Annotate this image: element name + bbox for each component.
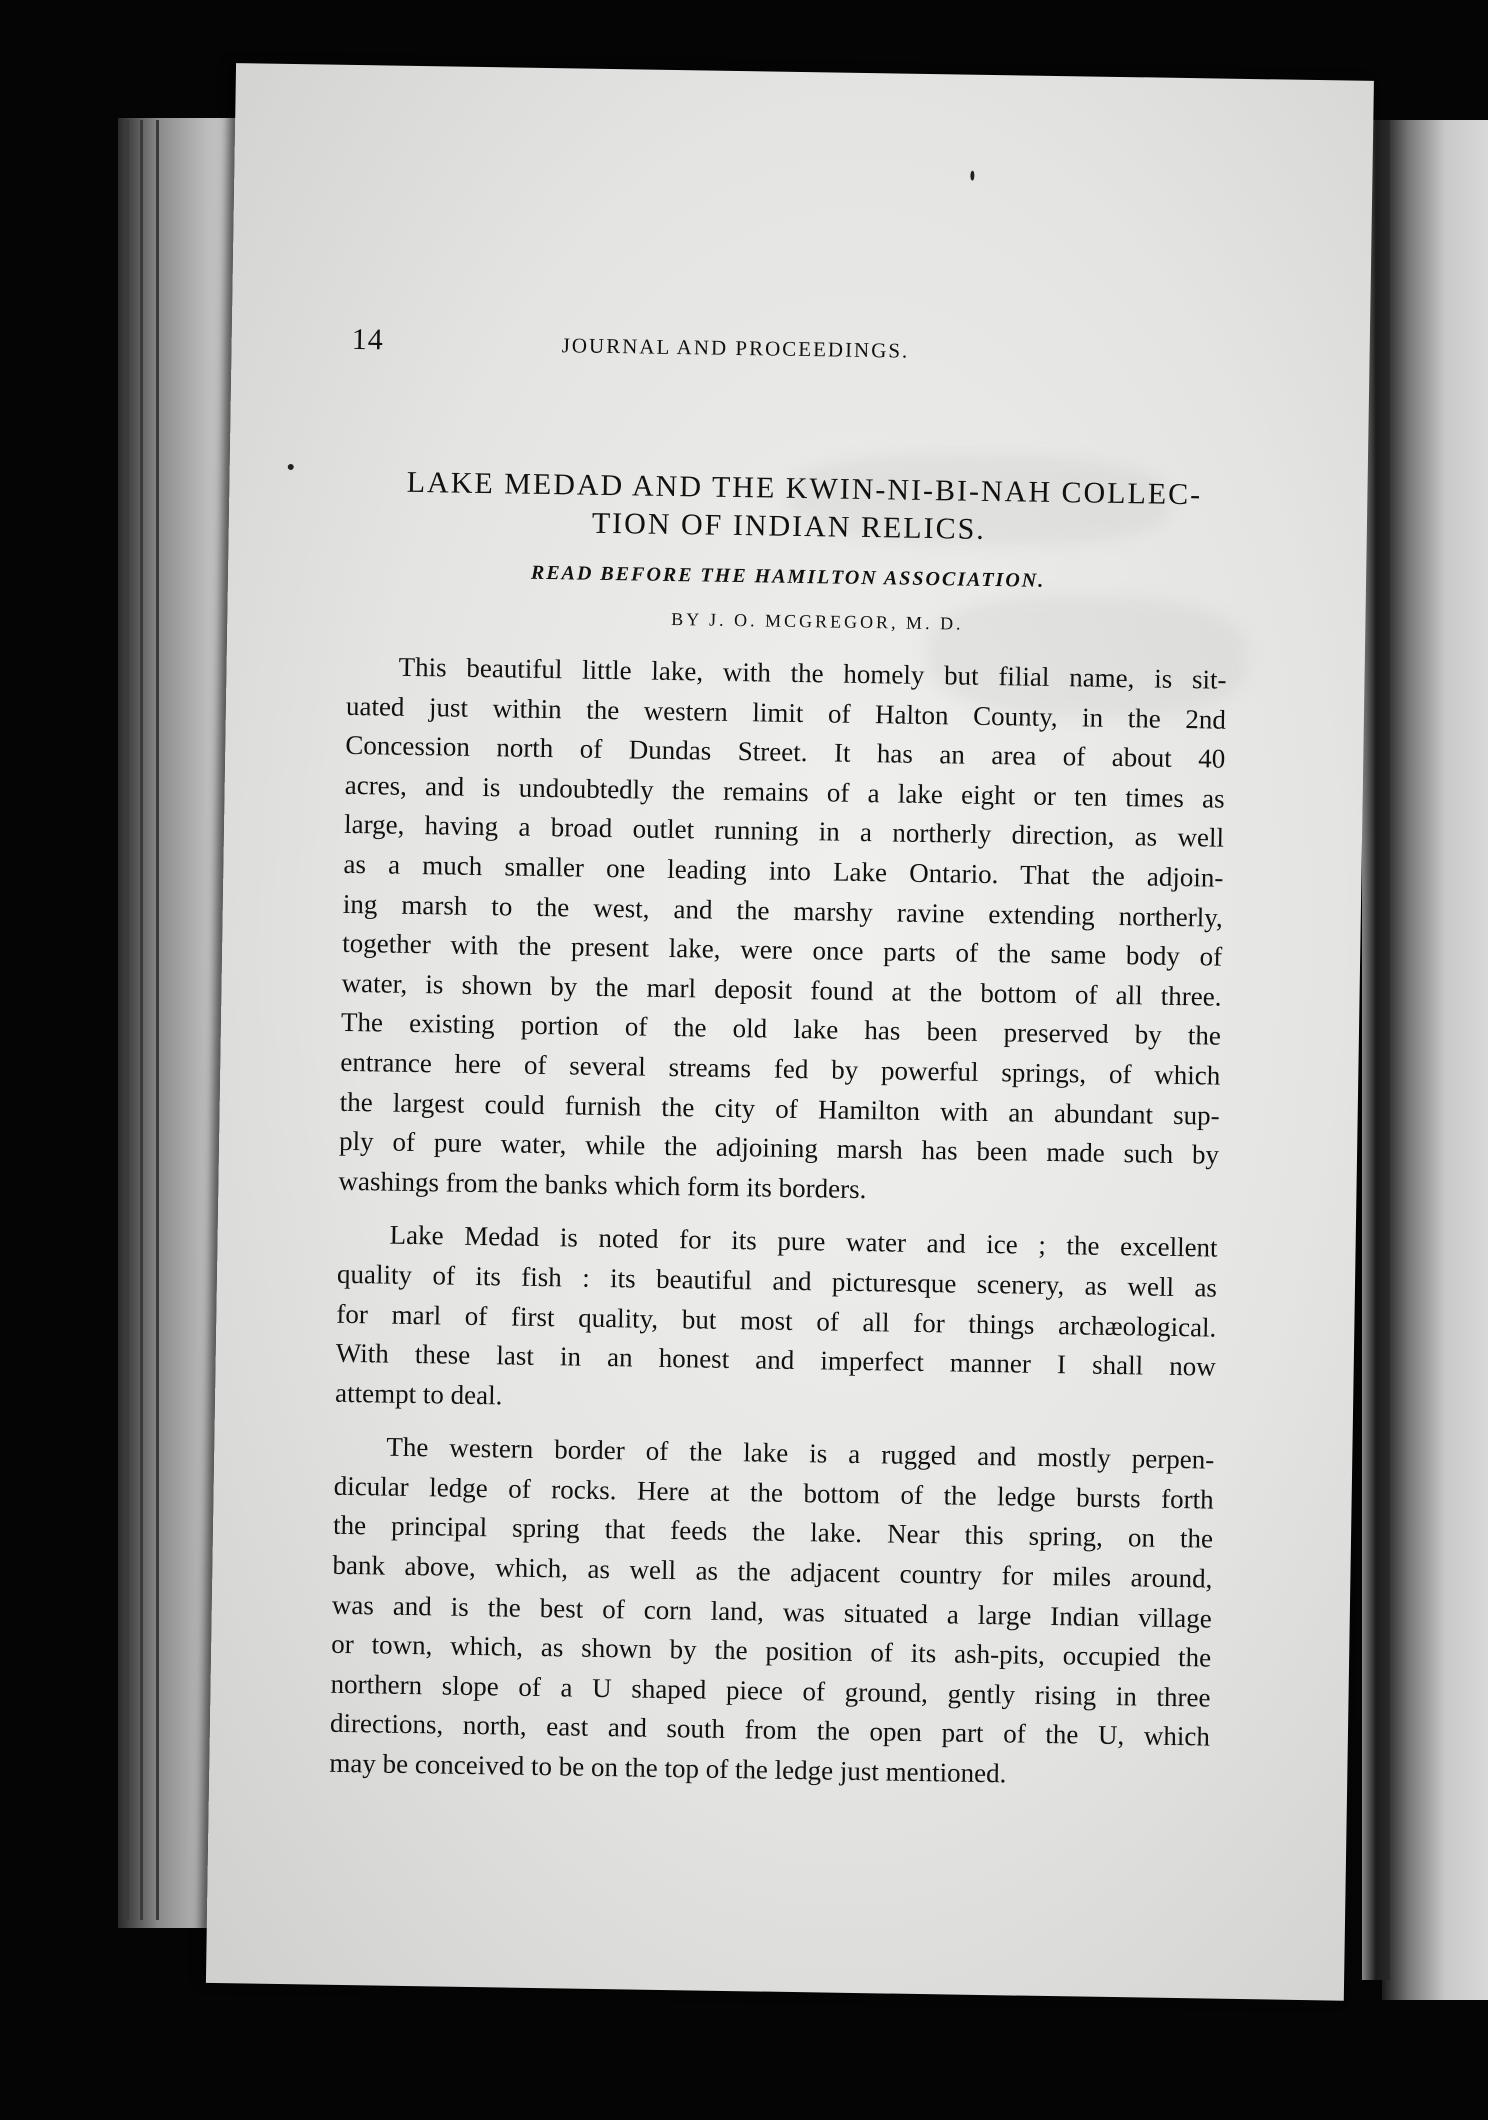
article-title-line: LAKE MEDAD AND THE KWIN-NI-BI-NAH COLLEC- xyxy=(406,465,1203,512)
text-line: water, is shown by the marl deposit found at the bottom of all three. xyxy=(341,967,1222,1012)
text-line: dicular ledge of rocks. Here at the bottom of the ledge bursts forth xyxy=(333,1470,1214,1515)
page-edge-line xyxy=(156,120,159,1920)
text-line: Lake Medad is noted for its pure water and ice ; the excellent xyxy=(389,1219,1218,1263)
text-line: ing marsh to the west, and the marshy ravine extending northerly, xyxy=(342,888,1224,933)
text-line: With these last in an honest and imperfect manner I shall now xyxy=(335,1337,1216,1382)
text-line: or town, which, as shown by the position of its ash-pits, occupied the xyxy=(331,1629,1212,1673)
text-line: as a much smaller one leading into Lake Ontario. That the adjoin- xyxy=(343,848,1224,893)
text-line: northern slope of a U shaped piece of ground, gently rising in three xyxy=(330,1668,1211,1713)
adjacent-page xyxy=(1382,120,1488,2000)
text-line: the principal spring that feeds the lake. Near this spring, on the xyxy=(332,1510,1214,1555)
text-line: the largest could furnish the city of Hamilton with an abundant sup- xyxy=(339,1086,1220,1131)
paragraph xyxy=(329,1427,1214,1797)
text-line: The western border of the lake is a rugged and mostly perpen- xyxy=(386,1431,1215,1475)
paragraph xyxy=(338,647,1227,1215)
text-line: ply of pure water, while the adjoining marsh has been made such by xyxy=(338,1125,1220,1170)
article-byline: BY J. O. MCGREGOR, M. D. xyxy=(671,608,964,634)
book-page xyxy=(206,63,1374,2001)
text-line: may be conceived to be on the top of the ledge just mentioned. xyxy=(329,1747,1007,1789)
article-title xyxy=(349,463,1230,553)
page-number: 14 xyxy=(351,322,384,357)
text-line: large, having a broad outlet running in a northerly direction, as well xyxy=(343,809,1225,854)
journal-title: JOURNAL AND PROCEEDINGS. xyxy=(561,333,910,363)
article-subtitle: READ BEFORE THE HAMILTON ASSOCIATION. xyxy=(530,561,1046,592)
text-line: Concession north of Dundas Street. It has an area of about 40 xyxy=(345,730,1226,774)
text-line: quality of its fish : its beautiful and picturesque scenery, as well as xyxy=(336,1258,1218,1303)
text-line: acres, and is undoubtedly the remains of a lake eight or ten times as xyxy=(344,769,1225,814)
page-edge-line xyxy=(140,120,143,1920)
text-line: was and is the best of corn land, was situated a large Indian village xyxy=(331,1589,1212,1634)
page-content xyxy=(329,323,1232,1797)
text-line: This beautiful little lake, with the homely but filial name, is sit- xyxy=(398,651,1227,695)
text-line: directions, north, east and south from the open part of the U, which xyxy=(329,1708,1211,1753)
text-line: The existing portion of the old lake has been preserved by the xyxy=(340,1007,1222,1051)
page-edge-line xyxy=(126,120,129,1920)
text-line: washings from the banks which form its borders. xyxy=(338,1165,867,1204)
article-body xyxy=(329,647,1227,1797)
text-line: bank above, which, as well as the adjacent country for miles around, xyxy=(332,1549,1213,1594)
running-head xyxy=(351,323,1232,377)
text-line: together with the present lake, were once parts of the same body of xyxy=(342,927,1223,972)
article-title-line: TION OF INDIAN RELICS. xyxy=(591,506,987,546)
paper-speck xyxy=(970,171,974,181)
text-line: entrance here of several streams fed by powerful springs, of which xyxy=(340,1046,1221,1091)
paper-speck xyxy=(288,464,294,470)
paragraph xyxy=(335,1215,1218,1427)
text-line: uated just within the western limit of Halton County, in the 2nd xyxy=(345,690,1227,735)
text-line: attempt to deal. xyxy=(334,1377,503,1411)
text-line: for marl of first quality, but most of all for things archæological. xyxy=(336,1298,1217,1343)
